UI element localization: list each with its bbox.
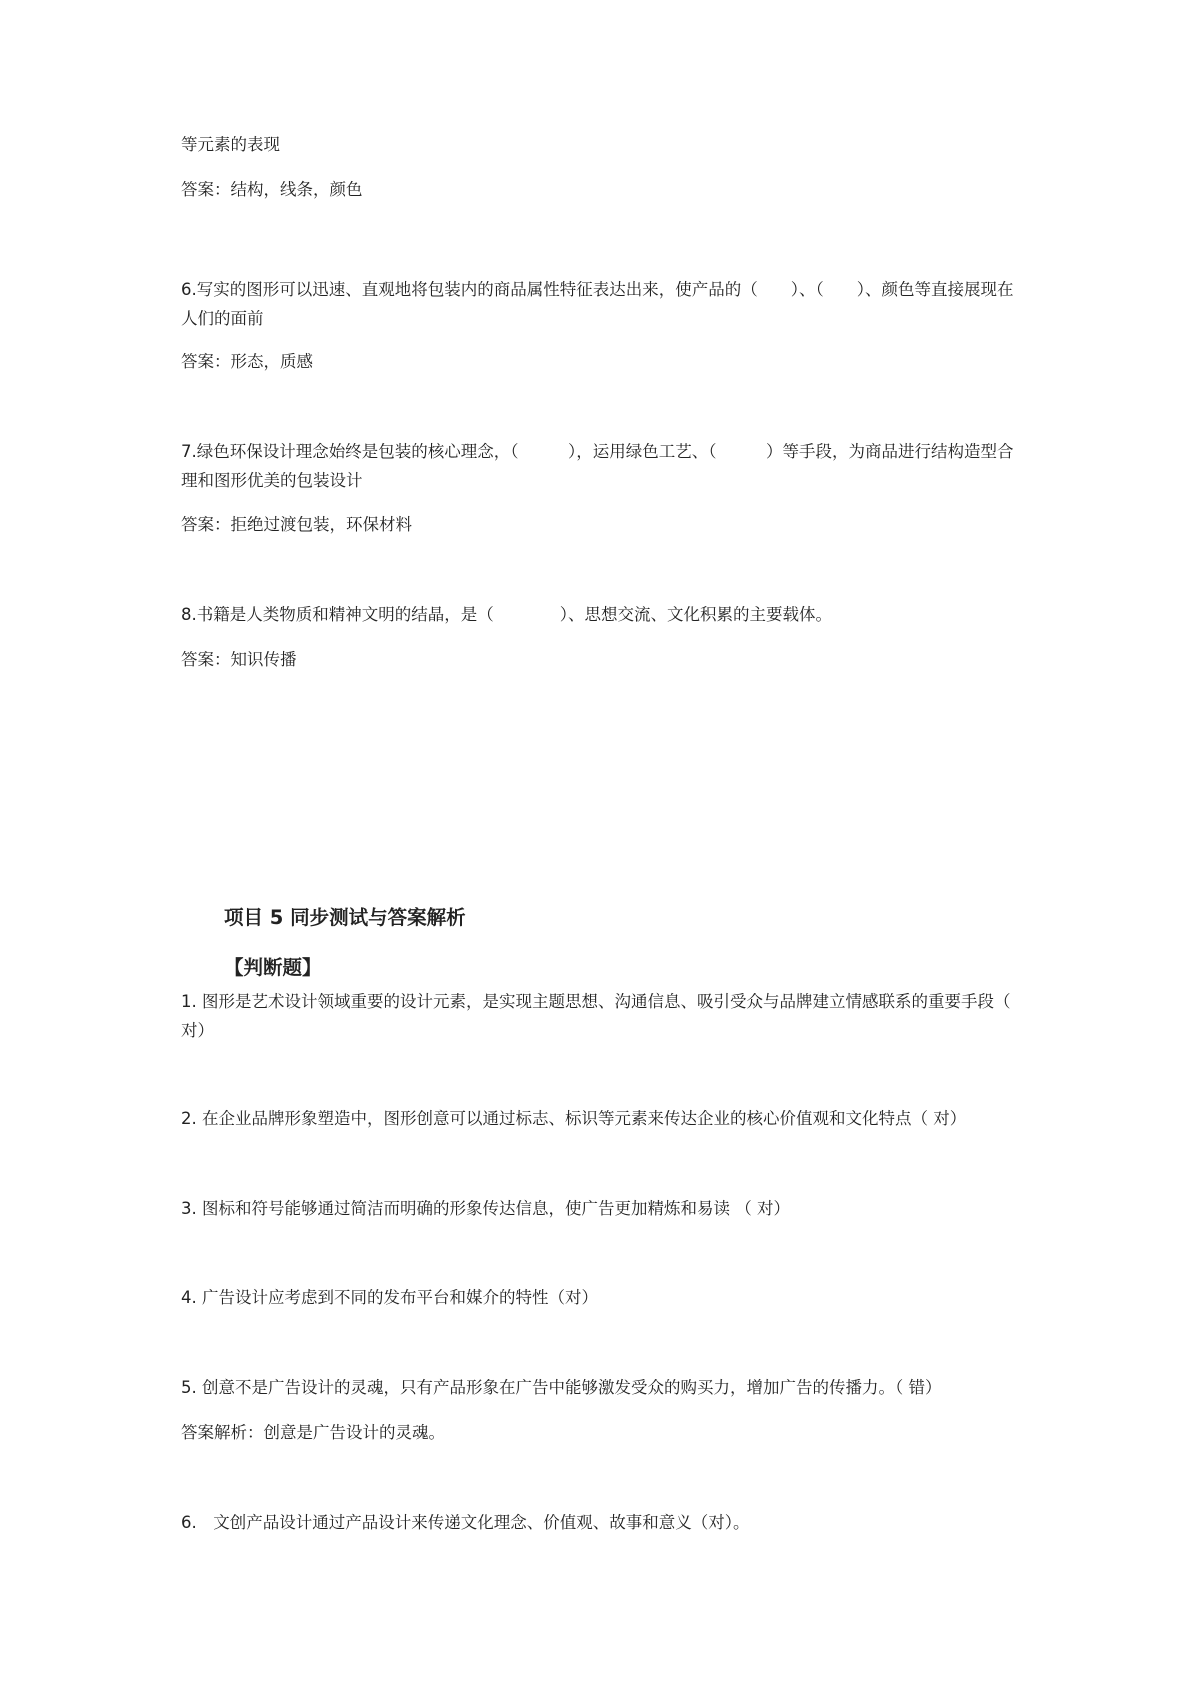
question-7-answer: 答案：拒绝过渡包装，环保材料 — [181, 515, 412, 534]
judgment-item-1: 1. 图形是艺术设计领域重要的设计元素，是实现主题思想、沟通信息、吸引受众与品牌建立情感联系的重要手段（ 对） — [181, 992, 1027, 1040]
judgment-item-5-analysis: 答案解析：创意是广告设计的灵魂。 — [181, 1423, 445, 1442]
judgment-item-3: 3. 图标和符号能够通过简洁而明确的形象传达信息，使广告更加精炼和易读 （ 对） — [181, 1199, 790, 1218]
project-5-title: 项目 5 同步测试与答案解析 — [224, 906, 466, 929]
question-6: 6.写实的图形可以迅速、直观地将包装内的商品属性特征表达出来，使产品的（ ）、（ ）、颜色等直接展现在人们的面前 — [181, 280, 1014, 328]
true-false-section-label: 【判断题】 — [224, 956, 322, 979]
judgment-item-5: 5. 创意不是广告设计的灵魂，只有产品形象在广告中能够激发受众的购买力，增加广告的传播力。（ 错） — [181, 1378, 942, 1397]
question-8-answer: 答案：知识传播 — [181, 650, 297, 669]
question-6-answer: 答案：形态，质感 — [181, 352, 313, 371]
judgment-item-4: 4. 广告设计应考虑到不同的发布平台和媒介的特性（对） — [181, 1288, 598, 1307]
judgment-item-2: 2. 在企业品牌形象塑造中，图形创意可以通过标志、标识等元素来传达企业的核心价值观和文化特点（ 对） — [181, 1109, 967, 1128]
judgment-item-6: 6. 文创产品设计通过产品设计来传递文化理念、价值观、故事和意义（对）。 — [181, 1513, 750, 1532]
question-7: 7.绿色环保设计理念始终是包装的核心理念，（ ），运用绿色工艺、（ ）等手段，为商品进行结构造型合理和图形优美的包装设计 — [181, 442, 1014, 490]
prev-question-tail: 等元素的表现 — [181, 135, 280, 154]
question-8: 8.书籍是人类物质和精神文明的结晶，是（ ）、思想交流、文化积累的主要载体。 — [181, 605, 832, 624]
prev-question-answer: 答案：结构，线条，颜色 — [181, 180, 363, 199]
